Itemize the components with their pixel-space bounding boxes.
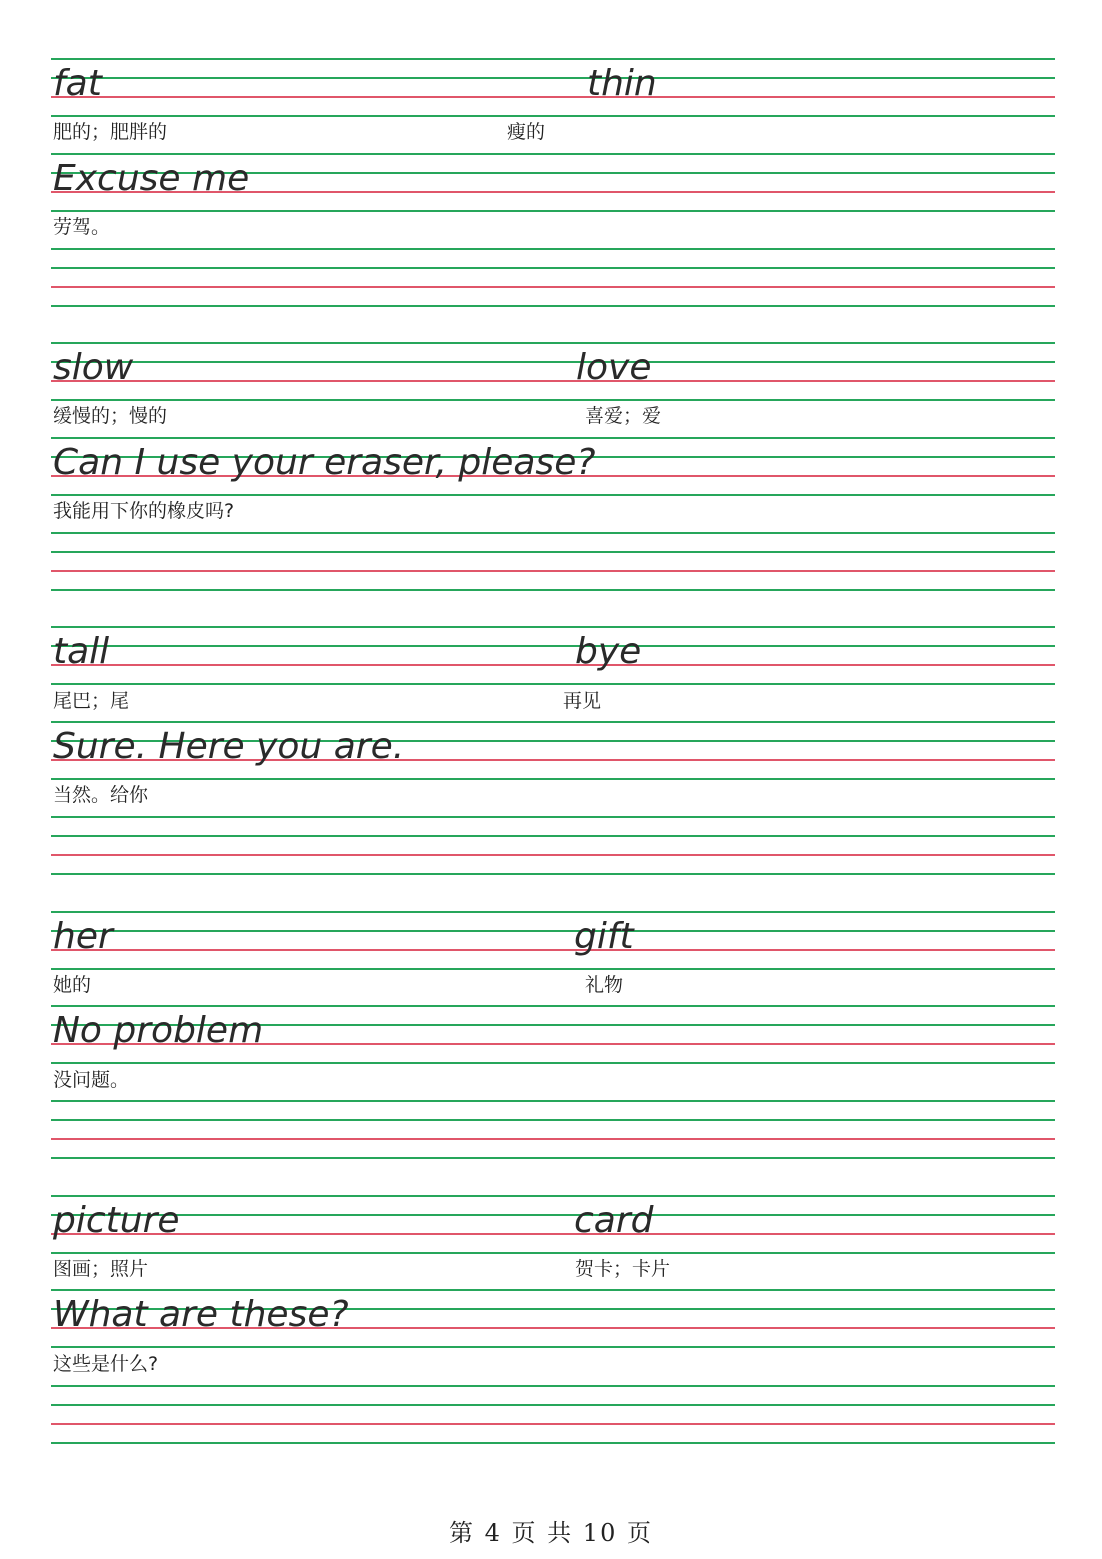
guide-line: [51, 816, 1055, 818]
vocab-word: picture: [53, 1200, 180, 1241]
guide-line: [51, 835, 1055, 837]
vocab-word: fat: [53, 63, 102, 104]
guide-line: [51, 153, 1055, 155]
guide-line: [51, 645, 1055, 647]
vocab-translation: 尾巴；尾: [53, 690, 130, 712]
phrase: What are these?: [53, 1294, 349, 1335]
base-line: [51, 1138, 1055, 1140]
phrase-translation: 劳驾。: [53, 216, 111, 238]
vocab-translation: 喜爱；爱: [585, 405, 662, 427]
base-line: [51, 1423, 1055, 1425]
base-line: [51, 286, 1055, 288]
guide-line: [51, 399, 1055, 401]
guide-line: [51, 494, 1055, 496]
phrase-translation: 当然。给你: [53, 784, 149, 806]
guide-line: [51, 267, 1055, 269]
guide-line: [51, 58, 1055, 60]
guide-line: [51, 930, 1055, 932]
guide-line: [51, 437, 1055, 439]
phrase-translation: 我能用下你的橡皮吗?: [53, 500, 235, 522]
vocab-word: love: [576, 347, 652, 388]
vocab-translation: 缓慢的；慢的: [53, 405, 168, 427]
phrase-translation: 没问题。: [53, 1069, 130, 1091]
guide-line: [51, 1385, 1055, 1387]
vocab-word: tall: [53, 631, 110, 672]
guide-line: [51, 626, 1055, 628]
guide-line: [51, 721, 1055, 723]
vocab-word: gift: [574, 916, 634, 957]
vocab-translation: 再见: [563, 690, 602, 712]
guide-line: [51, 77, 1055, 79]
guide-line: [51, 778, 1055, 780]
base-line: [51, 570, 1055, 572]
guide-line: [51, 361, 1055, 363]
guide-line: [51, 683, 1055, 685]
guide-line: [51, 1119, 1055, 1121]
phrase: Can I use your eraser, please?: [53, 442, 596, 483]
page-number: 第 4 页 共 10 页: [449, 1519, 653, 1547]
guide-line: [51, 1346, 1055, 1348]
vocab-translation: 图画；照片: [53, 1258, 149, 1280]
vocab-translation: 礼物: [585, 974, 624, 996]
guide-line: [51, 873, 1055, 875]
phrase-translation: 这些是什么?: [53, 1353, 159, 1375]
vocab-word: bye: [575, 631, 642, 672]
guide-line: [51, 589, 1055, 591]
vocab-translation: 肥的；肥胖的: [53, 121, 168, 143]
guide-line: [51, 911, 1055, 913]
base-line: [51, 380, 1055, 382]
guide-line: [51, 248, 1055, 250]
guide-line: [51, 1005, 1055, 1007]
phrase: No problem: [53, 1010, 264, 1051]
guide-line: [51, 1157, 1055, 1159]
phrase: Sure. Here you are.: [53, 726, 405, 767]
guide-line: [51, 1442, 1055, 1444]
guide-line: [51, 1289, 1055, 1291]
guide-line: [51, 1195, 1055, 1197]
vocab-translation: 贺卡；卡片: [575, 1258, 671, 1280]
base-line: [51, 96, 1055, 98]
guide-line: [51, 305, 1055, 307]
vocab-word: her: [53, 916, 113, 957]
guide-line: [51, 115, 1055, 117]
vocab-translation: 瘦的: [507, 121, 546, 143]
guide-line: [51, 532, 1055, 534]
guide-line: [51, 968, 1055, 970]
vocab-word: thin: [587, 63, 657, 104]
vocab-word: card: [574, 1200, 654, 1241]
guide-line: [51, 1214, 1055, 1216]
guide-line: [51, 551, 1055, 553]
vocab-word: slow: [53, 347, 134, 388]
guide-line: [51, 1404, 1055, 1406]
guide-line: [51, 210, 1055, 212]
guide-line: [51, 1252, 1055, 1254]
base-line: [51, 949, 1055, 951]
base-line: [51, 854, 1055, 856]
guide-line: [51, 342, 1055, 344]
guide-line: [51, 1100, 1055, 1102]
guide-line: [51, 1062, 1055, 1064]
phrase: Excuse me: [53, 158, 250, 199]
base-line: [51, 1233, 1055, 1235]
base-line: [51, 664, 1055, 666]
vocab-translation: 她的: [53, 974, 92, 996]
